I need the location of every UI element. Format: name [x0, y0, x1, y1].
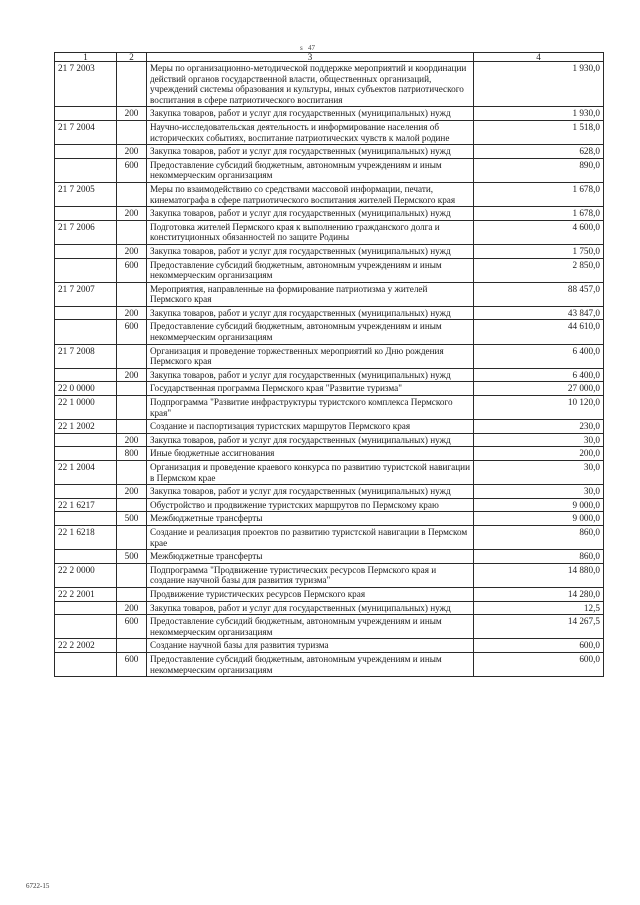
budget-code-cell — [55, 615, 117, 639]
amount-cell: 628,0 — [474, 145, 604, 159]
budget-code-cell: 21 7 2005 — [55, 182, 117, 206]
description-cell: Подготовка жителей Пермского края к выполнению гражданского долга и конституционных обязанностей по защите Родины — [147, 220, 474, 244]
expense-type-cell — [117, 62, 147, 107]
table-row — [55, 220, 604, 244]
page-mark: s — [300, 44, 303, 52]
expense-type-cell — [117, 420, 147, 434]
expense-type-cell — [117, 382, 147, 396]
description-cell: Межбюджетные трансферты — [147, 512, 474, 526]
budget-code-cell — [55, 368, 117, 382]
table-row — [55, 120, 604, 144]
description-cell: Предоставление субсидий бюджетным, автономным учреждениям и иным некоммерческим организациям — [147, 615, 474, 639]
amount-cell: 4 600,0 — [474, 220, 604, 244]
description-cell: Закупка товаров, работ и услуг для государственных (муниципальных) нужд — [147, 244, 474, 258]
table-row — [55, 461, 604, 485]
column-header: 2 — [117, 53, 147, 62]
budget-code-cell: 21 7 2003 — [55, 62, 117, 107]
amount-cell: 230,0 — [474, 420, 604, 434]
amount-cell: 1 930,0 — [474, 107, 604, 121]
table-row — [55, 258, 604, 282]
amount-cell: 14 267,5 — [474, 615, 604, 639]
budget-code-cell: 21 7 2008 — [55, 344, 117, 368]
table-row — [55, 639, 604, 653]
description-cell: Меры по взаимодействию со средствами массовой информации, печати, кинематографа в сфере патриотического воспитания жителей Пермского края — [147, 182, 474, 206]
budget-code-cell — [55, 433, 117, 447]
amount-cell: 600,0 — [474, 639, 604, 653]
budget-code-cell: 21 7 2004 — [55, 120, 117, 144]
table-row — [55, 498, 604, 512]
table-row — [55, 512, 604, 526]
amount-cell: 44 610,0 — [474, 320, 604, 344]
description-cell: Меры по организационно-методической поддержке мероприятий и координации действий органов государственной власти, общественных организаций, учреждений системы образования и культуры, иных субъектов патриотического воспитания в сфере патриотического воспитания — [147, 62, 474, 107]
amount-cell: 30,0 — [474, 485, 604, 499]
expense-type-cell — [117, 344, 147, 368]
table-row — [55, 433, 604, 447]
amount-cell: 43 847,0 — [474, 306, 604, 320]
amount-cell: 88 457,0 — [474, 282, 604, 306]
expense-type-cell: 500 — [117, 550, 147, 564]
table-row — [55, 447, 604, 461]
description-cell: Продвижение туристических ресурсов Пермского края — [147, 587, 474, 601]
budget-code-cell — [55, 320, 117, 344]
table-row — [55, 320, 604, 344]
table-row — [55, 62, 604, 107]
description-cell: Предоставление субсидий бюджетным, автономным учреждениям и иным некоммерческим организациям — [147, 158, 474, 182]
expense-type-cell: 200 — [117, 306, 147, 320]
expense-type-cell: 800 — [117, 447, 147, 461]
expense-type-cell — [117, 498, 147, 512]
description-cell: Межбюджетные трансферты — [147, 550, 474, 564]
column-header: 3 — [147, 53, 474, 62]
amount-cell: 1 678,0 — [474, 207, 604, 221]
budget-code-cell — [55, 145, 117, 159]
expense-type-cell — [117, 120, 147, 144]
description-cell: Подпрограмма "Продвижение туристических ресурсов Пермского края и создание научной базы для развития туризма" — [147, 563, 474, 587]
expense-type-cell — [117, 396, 147, 420]
table-row — [55, 244, 604, 258]
description-cell: Предоставление субсидий бюджетным, автономным учреждениям и иным некоммерческим организациям — [147, 320, 474, 344]
amount-cell: 30,0 — [474, 461, 604, 485]
table-row — [55, 587, 604, 601]
description-cell: Создание научной базы для развития туризма — [147, 639, 474, 653]
expense-type-cell: 200 — [117, 207, 147, 221]
expense-type-cell — [117, 220, 147, 244]
expense-type-cell — [117, 461, 147, 485]
table-row — [55, 601, 604, 615]
expense-type-cell — [117, 525, 147, 549]
description-cell: Закупка товаров, работ и услуг для государственных (муниципальных) нужд — [147, 601, 474, 615]
budget-code-cell: 22 1 2004 — [55, 461, 117, 485]
table-row — [55, 145, 604, 159]
budget-code-cell — [55, 652, 117, 676]
description-cell: Подпрограмма "Развитие инфраструктуры туристского комплекса Пермского края" — [147, 396, 474, 420]
expense-type-cell — [117, 182, 147, 206]
budget-code-cell — [55, 447, 117, 461]
amount-cell: 10 120,0 — [474, 396, 604, 420]
budget-code-cell: 22 2 0000 — [55, 563, 117, 587]
budget-code-cell: 22 2 2001 — [55, 587, 117, 601]
column-header: 1 — [55, 53, 117, 62]
amount-cell: 200,0 — [474, 447, 604, 461]
table-header-row — [55, 53, 604, 62]
table-row — [55, 368, 604, 382]
expense-type-cell — [117, 282, 147, 306]
table-row — [55, 485, 604, 499]
description-cell: Обустройство и продвижение туристских маршрутов по Пермскому краю — [147, 498, 474, 512]
table-row — [55, 306, 604, 320]
budget-code-cell — [55, 207, 117, 221]
description-cell: Создание и паспортизация туристских маршрутов Пермского края — [147, 420, 474, 434]
description-cell: Закупка товаров, работ и услуг для государственных (муниципальных) нужд — [147, 306, 474, 320]
expense-type-cell — [117, 563, 147, 587]
budget-code-cell — [55, 601, 117, 615]
description-cell: Закупка товаров, работ и услуг для государственных (муниципальных) нужд — [147, 485, 474, 499]
expense-type-cell: 600 — [117, 652, 147, 676]
description-cell: Создание и реализация проектов по развитию туристской навигации в Пермском крае — [147, 525, 474, 549]
table-row — [55, 615, 604, 639]
table-row — [55, 282, 604, 306]
amount-cell: 6 400,0 — [474, 368, 604, 382]
page-number — [300, 44, 315, 52]
amount-cell: 1 678,0 — [474, 182, 604, 206]
expense-type-cell: 200 — [117, 145, 147, 159]
expense-type-cell: 200 — [117, 244, 147, 258]
table-row — [55, 550, 604, 564]
budget-code-cell: 21 7 2007 — [55, 282, 117, 306]
expense-type-cell: 600 — [117, 258, 147, 282]
amount-cell: 600,0 — [474, 652, 604, 676]
expense-type-cell: 200 — [117, 107, 147, 121]
table-row — [55, 652, 604, 676]
description-cell: Научно-исследовательская деятельность и информирование населения об исторических событиях, воспитание патриотических чувств к малой родине — [147, 120, 474, 144]
table-row — [55, 563, 604, 587]
amount-cell: 9 000,0 — [474, 498, 604, 512]
expense-type-cell: 600 — [117, 320, 147, 344]
expense-type-cell: 200 — [117, 433, 147, 447]
table-row — [55, 382, 604, 396]
budget-code-cell: 22 1 6217 — [55, 498, 117, 512]
description-cell: Закупка товаров, работ и услуг для государственных (муниципальных) нужд — [147, 433, 474, 447]
footer-code: 6722-15 — [26, 882, 50, 890]
expense-type-cell: 200 — [117, 368, 147, 382]
description-cell: Предоставление субсидий бюджетным, автономным учреждениям и иным некоммерческим организациям — [147, 258, 474, 282]
budget-code-cell: 22 1 6218 — [55, 525, 117, 549]
expense-type-cell — [117, 639, 147, 653]
table-row — [55, 525, 604, 549]
expense-type-cell: 200 — [117, 485, 147, 499]
budget-code-cell — [55, 306, 117, 320]
budget-code-cell: 22 0 0000 — [55, 382, 117, 396]
expense-type-cell: 600 — [117, 615, 147, 639]
expense-type-cell — [117, 587, 147, 601]
budget-code-cell — [55, 550, 117, 564]
table-row — [55, 420, 604, 434]
description-cell: Организация и проведение краевого конкурса по развитию туристской навигации в Пермском крае — [147, 461, 474, 485]
budget-table — [54, 52, 604, 677]
table-row — [55, 107, 604, 121]
expense-type-cell: 500 — [117, 512, 147, 526]
budget-code-cell: 21 7 2006 — [55, 220, 117, 244]
budget-code-cell: 22 1 2002 — [55, 420, 117, 434]
amount-cell: 860,0 — [474, 525, 604, 549]
amount-cell: 27 000,0 — [474, 382, 604, 396]
expense-type-cell: 200 — [117, 601, 147, 615]
amount-cell: 14 880,0 — [474, 563, 604, 587]
table-row — [55, 396, 604, 420]
budget-code-cell — [55, 244, 117, 258]
budget-code-cell — [55, 158, 117, 182]
description-cell: Государственная программа Пермского края "Развитие туризма" — [147, 382, 474, 396]
budget-code-cell — [55, 107, 117, 121]
description-cell: Закупка товаров, работ и услуг для государственных (муниципальных) нужд — [147, 107, 474, 121]
budget-code-cell — [55, 258, 117, 282]
amount-cell: 30,0 — [474, 433, 604, 447]
description-cell: Организация и проведение торжественных мероприятий ко Дню рождения Пермского края — [147, 344, 474, 368]
expense-type-cell: 600 — [117, 158, 147, 182]
amount-cell: 6 400,0 — [474, 344, 604, 368]
description-cell: Мероприятия, направленные на формирование патриотизма у жителей Пермского края — [147, 282, 474, 306]
table-row — [55, 182, 604, 206]
amount-cell: 890,0 — [474, 158, 604, 182]
table-row — [55, 158, 604, 182]
amount-cell: 12,5 — [474, 601, 604, 615]
amount-cell: 9 000,0 — [474, 512, 604, 526]
amount-cell: 860,0 — [474, 550, 604, 564]
budget-code-cell: 22 2 2002 — [55, 639, 117, 653]
budget-code-cell — [55, 485, 117, 499]
amount-cell: 2 850,0 — [474, 258, 604, 282]
table-row — [55, 207, 604, 221]
description-cell: Иные бюджетные ассигнования — [147, 447, 474, 461]
amount-cell: 1 750,0 — [474, 244, 604, 258]
budget-code-cell — [55, 512, 117, 526]
description-cell: Закупка товаров, работ и услуг для государственных (муниципальных) нужд — [147, 145, 474, 159]
table-row — [55, 344, 604, 368]
amount-cell: 14 280,0 — [474, 587, 604, 601]
budget-code-cell: 22 1 0000 — [55, 396, 117, 420]
amount-cell: 1 930,0 — [474, 62, 604, 107]
column-header: 4 — [474, 53, 604, 62]
amount-cell: 1 518,0 — [474, 120, 604, 144]
description-cell: Закупка товаров, работ и услуг для государственных (муниципальных) нужд — [147, 207, 474, 221]
description-cell: Предоставление субсидий бюджетным, автономным учреждениям и иным некоммерческим организациям — [147, 652, 474, 676]
description-cell: Закупка товаров, работ и услуг для государственных (муниципальных) нужд — [147, 368, 474, 382]
page-number-value: 47 — [307, 44, 315, 52]
